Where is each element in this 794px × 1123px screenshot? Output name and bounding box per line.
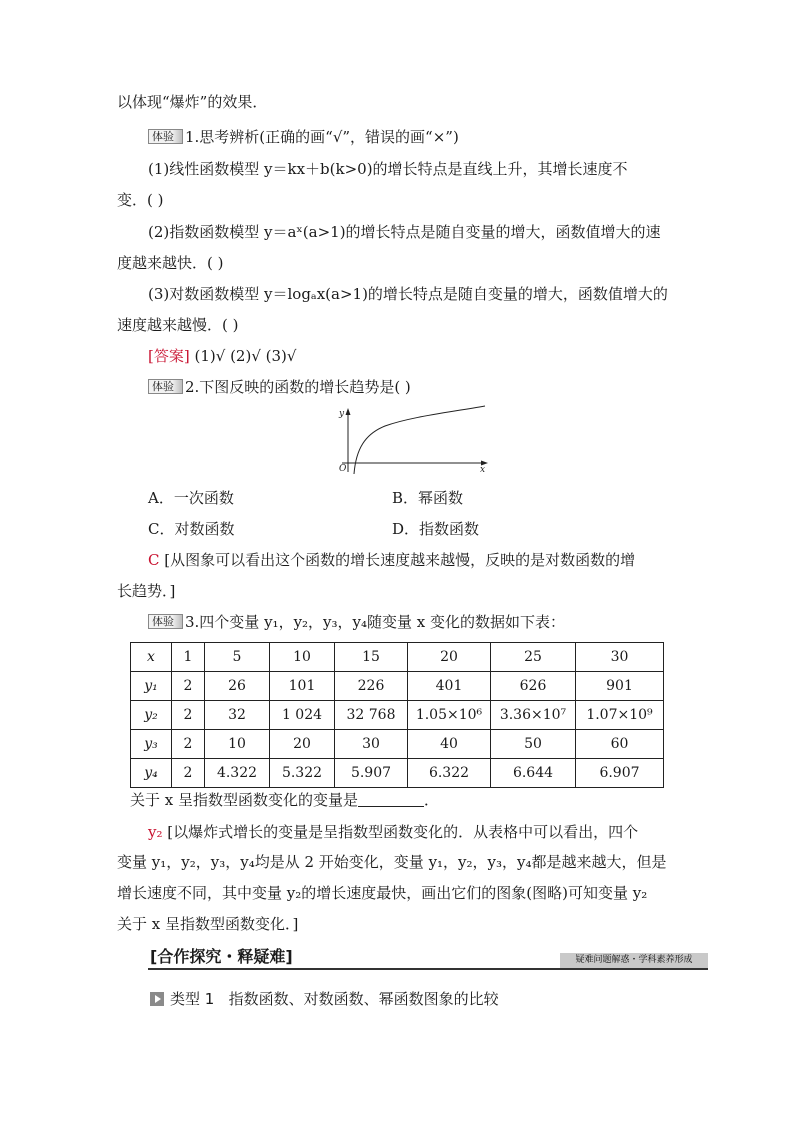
option-b: B．幂函数: [392, 489, 464, 507]
ex3-question-text: 关于 x 呈指数型函数变化的变量是: [130, 791, 358, 809]
table-cell: 5.322: [270, 759, 335, 788]
answer-text: (1)√ (2)√ (3)√: [194, 347, 297, 365]
option-c: C．对数函数: [148, 520, 235, 538]
table-cell: 50: [491, 730, 576, 759]
table-cell: 1: [172, 643, 205, 672]
ex3-explanation-3: 增长速度不同，其中变量 y₂的增长速度最快，画出它们的图象(图略)可知变量 y₂: [117, 884, 648, 902]
ex1-item-3a: (3)对数函数模型 y＝logₐx(a>1)的增长特点是随自变量的增大，函数值增大的: [148, 285, 668, 303]
table-cell: 2: [172, 672, 205, 701]
y-arrow: [346, 408, 351, 415]
table-cell: 4.322: [205, 759, 270, 788]
ex1-item-2b: 度越来越快．( ): [117, 254, 224, 272]
option-d: D．指数函数: [392, 520, 480, 538]
type-heading: [150, 988, 499, 1009]
y-label: y: [339, 409, 345, 419]
table-cell: 5.907: [335, 759, 408, 788]
table-cell: 6.644: [491, 759, 576, 788]
option-a: A．一次函数: [148, 489, 234, 507]
table-cell: 1.05×10⁶: [408, 701, 491, 730]
ex1-heading: [148, 127, 459, 147]
table-cell: 25: [491, 643, 576, 672]
table-cell: 226: [335, 672, 408, 701]
ex3-explanation-2: 变量 y₁，y₂，y₃，y₄均是从 2 开始变化，变量 y₁，y₂，y₃，y₄都是越来越大，但是: [117, 853, 667, 871]
table-cell: 15: [335, 643, 408, 672]
ex1-answer: [148, 346, 296, 366]
table-cell: 626: [491, 672, 576, 701]
ex3-explanation-text: [以爆炸式增长的变量是呈指数型函数变化的．从表格中可以看出，四个: [167, 823, 639, 841]
ex3-explanation-1: [148, 822, 638, 842]
ex2-answer-letter: C: [148, 551, 160, 569]
ex2-explanation-1: [148, 550, 635, 570]
section-title: [合作探究・释疑难]: [150, 947, 293, 966]
ex1-tag: 体验: [148, 129, 183, 144]
table-cell: y₄: [131, 759, 172, 788]
table-cell: 20: [270, 730, 335, 759]
table-cell: 2: [172, 701, 205, 730]
ex3-answer-var: y₂: [148, 823, 163, 841]
table-cell: 1.07×10⁹: [576, 701, 664, 730]
ex2-title: 2.下图反映的函数的增长趋势是( ): [185, 378, 411, 396]
data-table: [130, 642, 664, 788]
table-cell: 401: [408, 672, 491, 701]
x-label: x: [480, 465, 486, 475]
ex3-heading: [148, 612, 565, 632]
table-cell: 6.907: [576, 759, 664, 788]
ex1-title: 1.思考辨析(正确的画“√”，错误的画“×”): [185, 128, 459, 146]
table-row: [131, 701, 664, 730]
ex1-item-3b: 速度越来越慢．( ): [117, 316, 239, 334]
table-cell: 6.322: [408, 759, 491, 788]
table-cell: 10: [205, 730, 270, 759]
ex3-question: [130, 790, 439, 810]
type-title: 指数函数、对数函数、幂函数图象的比较: [228, 990, 499, 1008]
answer-label: [答案]: [148, 347, 190, 365]
intro-text: 以体现“爆炸”的效果．: [117, 93, 268, 111]
table-cell: 30: [335, 730, 408, 759]
ex1-item-1a: (1)线性函数模型 y＝kx＋b(k>0)的增长特点是直线上升，其增长速度不: [148, 160, 628, 178]
table-cell: 3.36×10⁷: [491, 701, 576, 730]
table-cell: 901: [576, 672, 664, 701]
ex3-title: 3.四个变量 y₁，y₂，y₃，y₄随变量 x 变化的数据如下表：: [185, 613, 566, 631]
table-cell: 32: [205, 701, 270, 730]
table-cell: y₁: [131, 672, 172, 701]
play-icon: [150, 992, 164, 1006]
table-cell: 30: [576, 643, 664, 672]
table-row: [131, 759, 664, 788]
ex2-explanation-2: 长趋势．]: [117, 582, 176, 600]
table-cell: 10: [270, 643, 335, 672]
table-cell: y₃: [131, 730, 172, 759]
table-cell: 2: [172, 759, 205, 788]
table-row: [131, 730, 664, 759]
ex1-item-1b: 变．( ): [117, 191, 164, 209]
table-cell: 40: [408, 730, 491, 759]
table-cell: 60: [576, 730, 664, 759]
table-header-row: [131, 643, 664, 672]
ex3-tag: 体验: [148, 614, 183, 629]
type-label: 类型 1: [170, 990, 215, 1008]
table-cell: 26: [205, 672, 270, 701]
log-graph: [330, 404, 495, 476]
table-row: [131, 672, 664, 701]
ex2-tag: 体验: [148, 379, 183, 394]
table-cell: x: [131, 643, 172, 672]
section-badge: 疑难问题解惑・学科素养形成: [560, 953, 708, 968]
ex2-explanation-text: [从图象可以看出这个函数的增长速度越来越慢，反映的是对数函数的增: [164, 551, 636, 569]
table-cell: 32 768: [335, 701, 408, 730]
ex3-question-end: ．: [424, 791, 440, 809]
ex3-explanation-4: 关于 x 呈指数型函数变化．]: [117, 915, 299, 933]
table-cell: 1 024: [270, 701, 335, 730]
table-cell: 101: [270, 672, 335, 701]
table-cell: 2: [172, 730, 205, 759]
answer-blank: [358, 792, 424, 807]
log-curve: [354, 406, 485, 474]
table-cell: 5: [205, 643, 270, 672]
table-cell: y₂: [131, 701, 172, 730]
section-divider: [148, 968, 708, 970]
table-cell: 20: [408, 643, 491, 672]
ex1-item-2a: (2)指数函数模型 y＝aˣ(a>1)的增长特点是随自变量的增大，函数值增大的速: [148, 223, 661, 241]
ex2-heading: [148, 377, 411, 397]
origin-label: O: [339, 464, 347, 474]
